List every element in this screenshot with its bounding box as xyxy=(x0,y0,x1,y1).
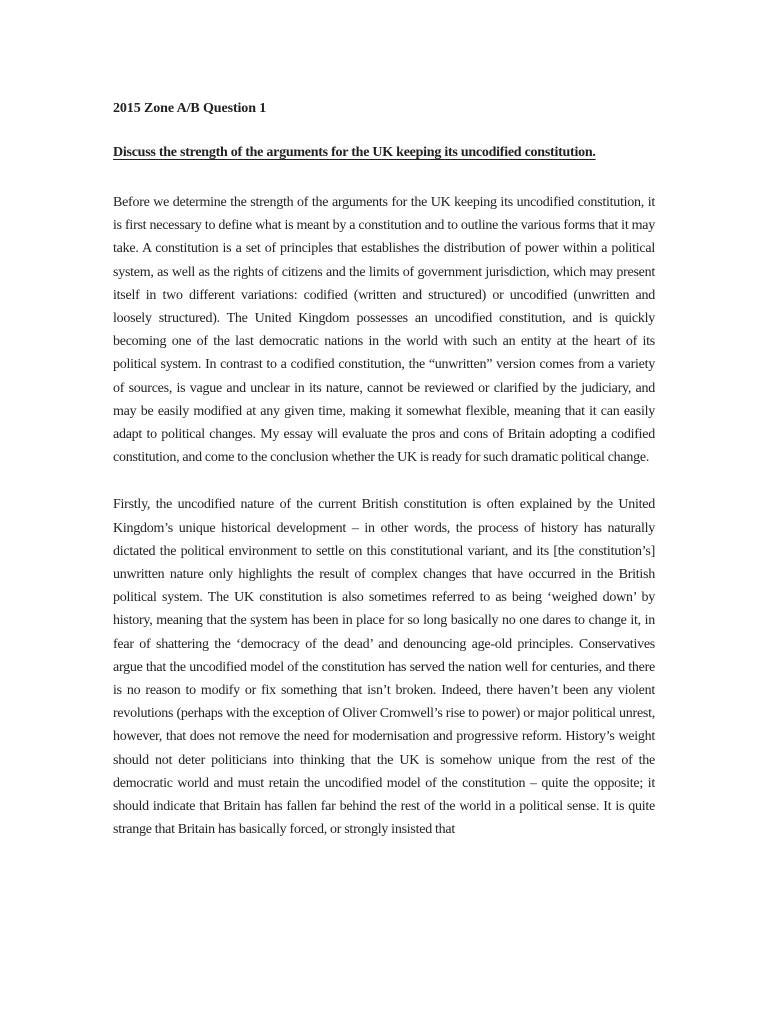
document-title: 2015 Zone A/B Question 1 xyxy=(113,101,267,116)
document-page xyxy=(113,99,655,865)
paragraph-intro: Before we determine the strength of the arguments for the UK keeping its uncodified constitution, it is first necessary to define what is meant by a constitution and to outline the various forms that it may take. A constitution is a set of principles that establishes the distribution of power within a political system, as well as the rights of citizens and the limits of government jurisdiction, which may present itself in two different variations: codified (written and structured) or uncodified (unwritten and loosely structured). The United Kingdom possesses an uncodified constitution, and is quickly becoming one of the last democratic nations in the world with such an entity at the heart of its political system. In contrast to a codified constitution, the “unwritten” version comes from a variety of sources, is vague and unclear in its nature, cannot be reviewed or clarified by the judiciary, and may be easily modified at any given time, making it somewhat flexible, meaning that it can easily adapt to political changes. My essay will evaluate the pros and cons of Britain adopting a codified constitution, and come to the conclusion whether the UK is ready for such dramatic political change. xyxy=(113,195,655,466)
paragraph-history: Firstly, the uncodified nature of the current British constitution is often explained by the United Kingdom’s unique historical development – in other words, the process of history has naturally dictated the political environment to settle on this constitutional variant, and its [the constitution’s] unwritten nature only highlights the result of complex changes that have occurred in the British political system. The UK constitution is also sometimes referred to as being ‘weighed down’ by history, meaning that the system has been in place for so long basically no one dares to change it, in fear of shattering the ‘democracy of the dead’ and denouncing age-old principles. Conservatives argue that the uncodified model of the constitution has served the nation well for centuries, and there is no reason to modify or fix something that isn’t broken. Indeed, there haven’t been any violent revolutions (perhaps with the exception of Oliver Cromwell’s rise to power) or major political unrest, however, that does not remove the need for modernisation and progressive reform. History’s weight should not deter politicians into thinking that the UK is somehow unique from the rest of the democratic world and must retain the uncodified model of the constitution – quite the opposite; it should indicate that Britain has fallen far behind the rest of the world in a political sense. It is quite strange that Britain has basically forced, or strongly insisted that xyxy=(113,497,655,838)
question-heading: Discuss the strength of the arguments for the UK keeping its uncodified constitution. xyxy=(113,145,596,160)
